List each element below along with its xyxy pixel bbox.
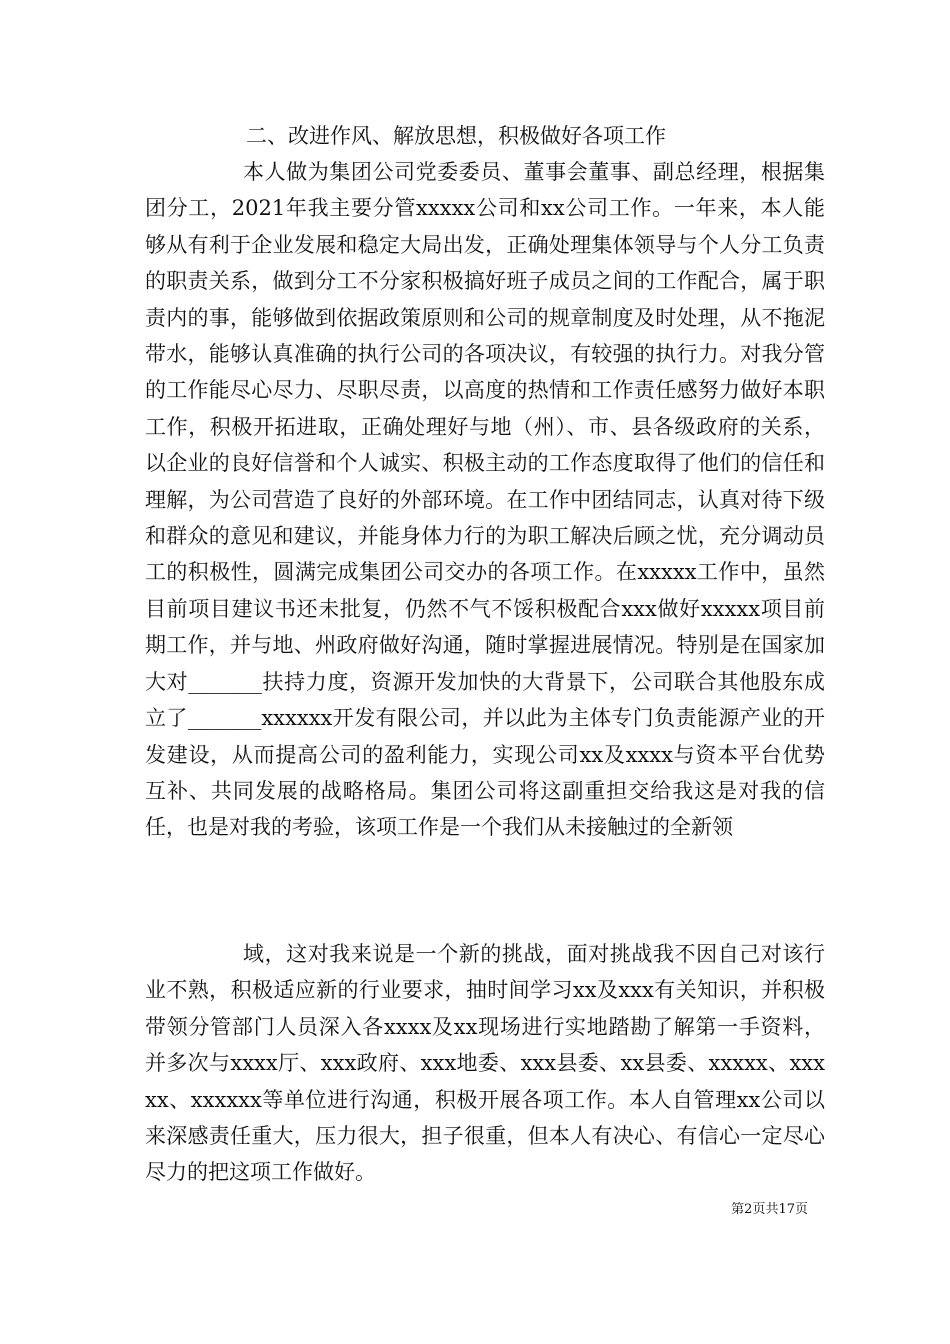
paragraph-1: 本人做为集团公司党委委员、董事会董事、副总经理，根据集团分工，2021年我主要分管xxxxx公司和xx公司工作。一年来，本人能够从有利于企业发展和稳定大局出发，正确处理集体领导与个人分工负责的职责关系，做到分工不分家积极搞好班子成员之间的工作配合，属于职责内的事，能够做到依据政策原则和公司的规章制度及时处理，从不拖泥带水，能够认真准确的执行公司的各项决议，有较强的执行力。对我分管的工作能尽心尽力、尽职尽责，以高度的热情和工作责任感努力做好本职工作，积极开拓进取，正确处理好与地（州）、市、县各级政府的关系，以企业的良好信誉和个人诚实、积极主动的工作态度取得了他们的信任和理解，为公司营造了良好的外部环境。在工作中团结同志，认真对待下级和群众的意见和建议，并能身体力行的为职工解决后顾之忧，充分调动员工的积极性，圆满完成集团公司交办的各项工作。在xxxxx工作中，虽然目前项目建议书还未批复，仍然不气不馁积极配合xxx做好xxxxx项目前期工作，并与地、州政府做好沟通，随时掌握进展情况。特别是在国家加大对_______扶持力度，资源开发加快的大背景下，公司联合其他股东成立了_______xxxxxx开发有限公司，并以此为主体专门负责能源产业的开发建设，从而提高公司的盈利能力，实现公司xx及xxxx与资本平台优势互补、共同发展的战略格局。集团公司将这副重担交给我这是对我的信任，也是对我的考验，该项工作是一个我们从未接触过的全新领 (145, 160, 825, 840)
page-number-footer: 第2页共17页 (731, 1202, 808, 1217)
paragraph-2: 域，这对我来说是一个新的挑战，面对挑战我不因自己对该行业不熟，积极适应新的行业要求，抽时间学习xx及xxx有关知识，并积极带领分管部门人员深入各xxxx及xx现场进行实地踏勘了解第一手资料，并多次与xxxx厅、xxx政府、xxx地委、xxx县委、xx县委、xxxxx、xxxxx、xxxxxx等单位进行沟通，积极开展各项工作。本人自管理xx公司以来深感责任重大，压力很大，担子很重，但本人有决心、有信心一定尽心尽力的把这项工作做好。 (145, 942, 825, 1185)
section-heading: 二、改进作风、解放思想，积极做好各项工作 (246, 124, 666, 148)
